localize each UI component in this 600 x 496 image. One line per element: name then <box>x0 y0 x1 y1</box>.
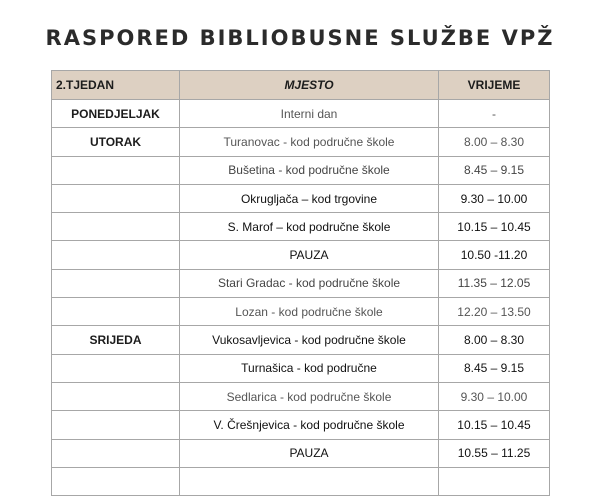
place-cell: Lozan - kod područne škole <box>180 298 439 326</box>
place-cell: Okrugljača – kod trgovine <box>180 184 439 212</box>
table-row <box>52 269 550 297</box>
time-cell: 10.55 – 11.25 <box>439 439 550 467</box>
day-cell <box>52 298 180 326</box>
table-row <box>52 354 550 382</box>
day-cell <box>52 213 180 241</box>
table-row <box>52 326 550 354</box>
table-row <box>52 156 550 184</box>
table-header-row <box>52 71 550 100</box>
day-cell <box>52 439 180 467</box>
table-row <box>52 100 550 128</box>
time-cell: 8.45 – 9.15 <box>439 354 550 382</box>
day-cell <box>52 241 180 269</box>
place-cell <box>180 467 439 495</box>
time-cell: 9.30 – 10.00 <box>439 184 550 212</box>
day-cell <box>52 354 180 382</box>
place-cell: Vukosavljevica - kod područne škole <box>180 326 439 354</box>
table-row <box>52 241 550 269</box>
time-cell: 11.35 – 12.05 <box>439 269 550 297</box>
header-week: 2.TJEDAN <box>52 71 180 100</box>
table-row <box>52 411 550 439</box>
time-cell: 10.15 – 10.45 <box>439 411 550 439</box>
table-row <box>52 382 550 410</box>
day-cell: UTORAK <box>52 128 180 156</box>
schedule-body <box>52 100 550 496</box>
table-row <box>52 184 550 212</box>
time-cell: 8.00 – 8.30 <box>439 128 550 156</box>
time-cell: 8.45 – 9.15 <box>439 156 550 184</box>
table-row <box>52 213 550 241</box>
schedule-table <box>51 70 550 496</box>
day-cell <box>52 184 180 212</box>
day-cell: SRIJEDA <box>52 326 180 354</box>
place-cell: S. Marof – kod područne škole <box>180 213 439 241</box>
day-cell <box>52 269 180 297</box>
table-row <box>52 128 550 156</box>
day-cell <box>52 382 180 410</box>
place-cell: V. Črešnjevica - kod područne škole <box>180 411 439 439</box>
place-cell: Stari Gradac - kod područne škole <box>180 269 439 297</box>
place-cell: PAUZA <box>180 241 439 269</box>
place-cell: Turanovac - kod područne škole <box>180 128 439 156</box>
day-cell <box>52 411 180 439</box>
time-cell: 10.15 – 10.45 <box>439 213 550 241</box>
day-cell <box>52 467 180 495</box>
page-title: RASPORED BIBLIOBUSNE SLUŽBE VPŽ <box>45 26 555 50</box>
table-row <box>52 439 550 467</box>
time-cell: 8.00 – 8.30 <box>439 326 550 354</box>
day-cell: PONEDJELJAK <box>52 100 180 128</box>
table-row <box>52 467 550 495</box>
place-cell: Turnašica - kod područne <box>180 354 439 382</box>
place-cell: PAUZA <box>180 439 439 467</box>
place-cell: Sedlarica - kod područne škole <box>180 382 439 410</box>
header-time: VRIJEME <box>439 71 550 100</box>
time-cell <box>439 467 550 495</box>
header-place: MJESTO <box>180 71 439 100</box>
place-cell: Bušetina - kod područne škole <box>180 156 439 184</box>
time-cell: 12.20 – 13.50 <box>439 298 550 326</box>
time-cell: - <box>439 100 550 128</box>
place-cell: Interni dan <box>180 100 439 128</box>
day-cell <box>52 156 180 184</box>
time-cell: 10.50 -11.20 <box>439 241 550 269</box>
time-cell: 9.30 – 10.00 <box>439 382 550 410</box>
table-row <box>52 298 550 326</box>
